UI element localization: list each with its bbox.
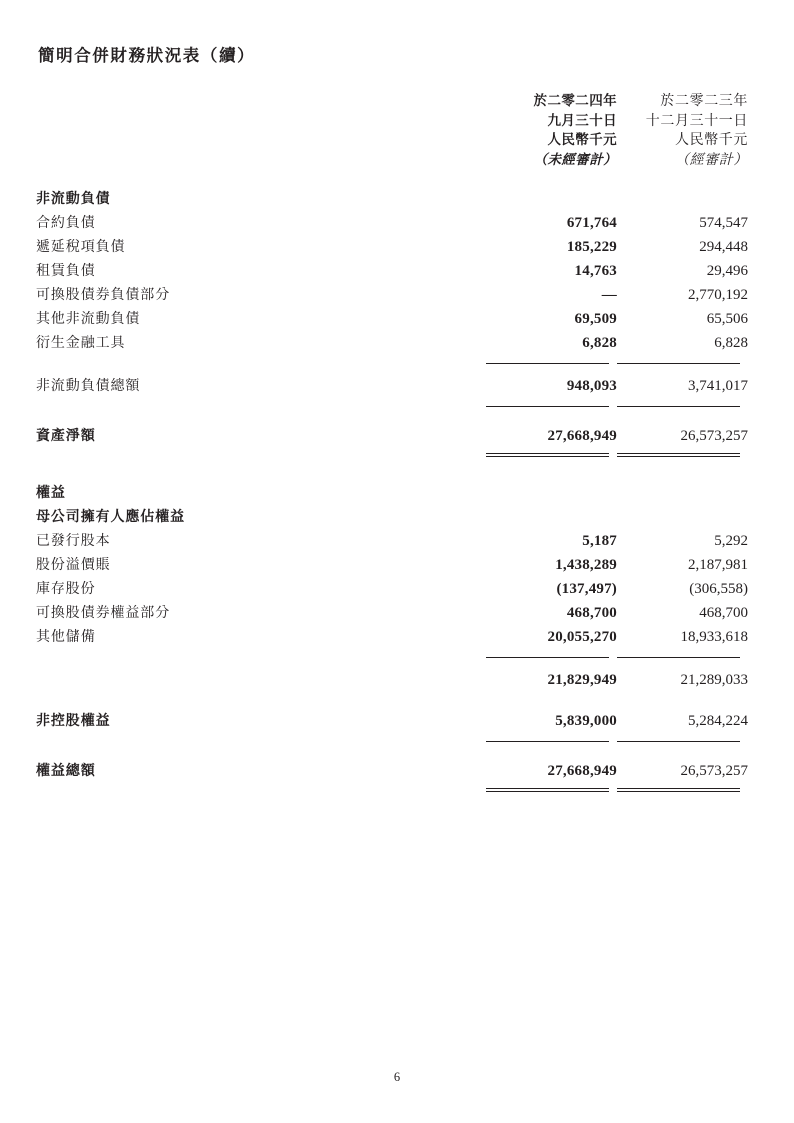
row-label: 庫存股份 [36,581,96,598]
column-header-current [486,92,617,170]
row-value-current: 6,828 [582,335,617,352]
row-value-previous: 5,284,224 [688,713,748,730]
rule-current [486,733,617,742]
row-value-current: 69,509 [574,311,617,328]
row-value-current: 1,438,289 [555,557,617,574]
rule-previous [617,448,748,457]
row-value-current: 14,763 [574,263,617,280]
row-label: 資產淨額 [36,428,96,445]
rule-current [486,783,617,792]
column-header-row [36,92,748,170]
rule-previous [617,355,748,364]
equity-subtotal-rule [36,649,748,658]
row-value-current: 468,700 [566,605,617,622]
row-label: 非控股權益 [36,713,111,730]
row-label: 其他非流動負債 [36,311,141,328]
row-value-previous: 21,289,033 [680,672,748,689]
net-assets-row [36,424,748,448]
table-row [36,553,748,577]
section-subheading-equity-attributable: 母公司擁有人應佔權益 [36,509,185,526]
row-label: 可換股債券權益部分 [36,605,171,622]
spacer [36,364,748,374]
rule-current [486,398,617,407]
section-heading-row [36,481,748,505]
total-row-non-current-liabilities [36,374,748,398]
table-row [36,331,748,355]
row-label: 衍生金融工具 [36,335,126,352]
header-previous-line4: （經審計） [675,152,748,168]
row-label: 其他儲備 [36,629,96,646]
table-row [36,283,748,307]
row-value-previous: 3,741,017 [688,378,748,395]
row-value-current: — [601,287,617,304]
row-label: 已發行股本 [36,533,111,550]
subtotal-rule [36,355,748,364]
row-value-current: 21,829,949 [547,672,617,689]
non-controlling-interests-row [36,709,748,733]
rule-previous [617,783,748,792]
row-value-previous: 574,547 [699,215,748,232]
table-row [36,577,748,601]
row-value-previous: 468,700 [699,605,748,622]
header-previous-line3: 人民幣千元 [675,133,748,149]
page-title: 簡明合併財務狀況表（續） [38,46,256,65]
row-value-current: (137,497) [556,581,617,598]
header-current-line3: 人民幣千元 [547,132,617,149]
header-spacer [36,92,486,170]
row-value-previous: 294,448 [699,239,748,256]
spacer [36,658,748,668]
non-controlling-rule [36,733,748,742]
spacer [36,742,748,759]
rule-previous [617,733,748,742]
header-current-line4: （未經審計） [533,151,617,168]
table-row [36,601,748,625]
section-subheading-row [36,505,748,529]
row-value-previous: 26,573,257 [680,428,748,445]
row-value-current: 20,055,270 [547,629,617,646]
section-heading-non-current-liabilities: 非流動負債 [36,191,111,208]
table-row [36,235,748,259]
spacer [36,170,748,187]
rule-current [486,649,617,658]
row-value-previous: 5,292 [714,533,748,550]
header-previous-line2: 十二月三十一日 [645,113,748,129]
row-label: 遞延稅項負債 [36,239,126,256]
row-label: 合約負債 [36,215,96,232]
spacer [36,457,748,481]
row-label: 股份溢價賬 [36,557,111,574]
spacer [36,407,748,424]
rule-current [486,355,617,364]
row-value-current: 948,093 [566,378,617,395]
row-value-previous: 65,506 [706,311,748,328]
row-label: 租賃負債 [36,263,96,280]
row-value-current: 5,187 [582,533,617,550]
row-value-previous: 2,770,192 [688,287,748,304]
table-row [36,307,748,331]
table-row [36,211,748,235]
column-header-previous [617,92,748,170]
header-current-line2: 九月三十日 [547,112,617,129]
row-value-previous: 6,828 [714,335,748,352]
row-label: 可換股債券負債部分 [36,287,171,304]
row-value-current: 671,764 [566,215,617,232]
row-value-current: 185,229 [566,239,617,256]
section-heading-equity: 權益 [36,485,66,502]
page-number: 6 [393,1070,401,1084]
spacer [36,692,748,709]
header-current-line1: 於二零二四年 [533,93,617,110]
table-row [36,625,748,649]
row-label: 權益總額 [36,763,96,780]
row-label: 非流動負債總額 [36,378,141,395]
row-value-previous: (306,558) [689,581,748,598]
net-assets-double-rule [36,448,748,457]
row-value-previous: 29,496 [706,263,748,280]
rule-current [486,448,617,457]
total-equity-row [36,759,748,783]
financial-position-table [36,92,748,792]
row-value-current: 27,668,949 [547,763,617,780]
section-heading-row [36,187,748,211]
row-value-previous: 18,933,618 [680,629,748,646]
rule-previous [617,398,748,407]
total-equity-double-rule [36,783,748,792]
table-row [36,259,748,283]
row-label [36,668,486,692]
equity-subtotal-row [36,668,748,692]
row-value-current: 27,668,949 [547,428,617,445]
row-value-previous: 2,187,981 [688,557,748,574]
row-value-current: 5,839,000 [555,713,617,730]
total-rule [36,398,748,407]
row-value-previous: 26,573,257 [680,763,748,780]
header-previous-line1: 於二零二三年 [660,94,748,110]
table-row [36,529,748,553]
rule-previous [617,649,748,658]
